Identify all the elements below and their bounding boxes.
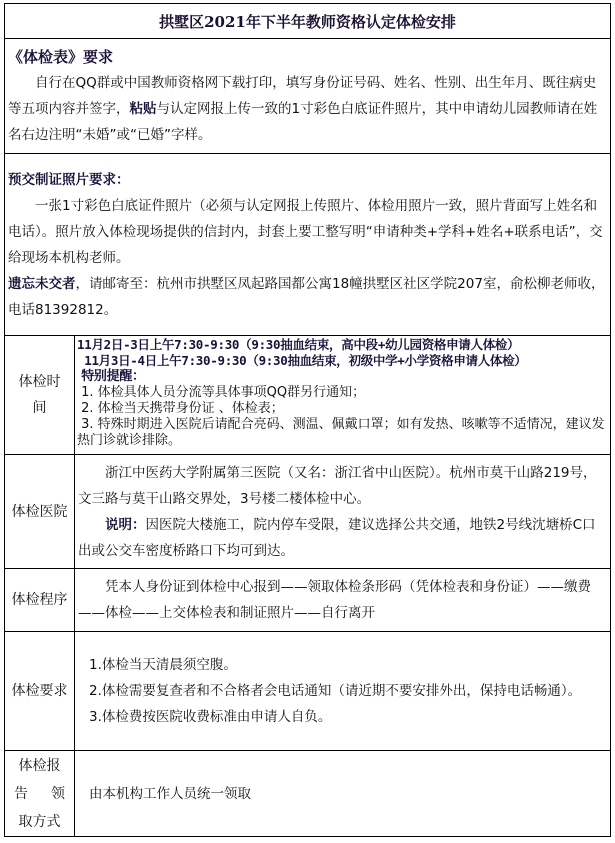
reminder-item: 3. 特殊时期进入医院后请配合亮码、测温、佩戴口罩；如有发热、咳嗽等不适情况，建议发热门诊就诊排除。: [77, 417, 605, 448]
requirements-label: 体检要求: [5, 632, 75, 751]
exam-time-row: [5, 336, 611, 455]
requirements-row: [5, 632, 611, 751]
page-title: 拱墅区2021年下半年教师资格认定体检安排: [5, 4, 611, 39]
procedure-body: 凭本人身份证到体检中心报到——领取体检条形码（凭体检表和身份证）——缴费——体检——上交体检表和制证照片——自行离开: [78, 579, 591, 621]
reminder-item: 1. 体检具体人员分流等具体事项QQ群另行通知；: [77, 385, 366, 400]
form-section-body: 自行在QQ群或中国教师资格网下载打印，填写身份证号码、姓名、性别、出生年月、既往病史等五项内容并签字，粘贴与认定网报上传一致的1寸彩色白底证件照片，其中申请幼儿园教师请在姓名右边注明“未婚”或“已婚”字样。: [8, 75, 598, 143]
requirement-item: 3.体检费按医院收费标准由申请人自负。: [89, 709, 332, 725]
photo-requirements-row: [5, 154, 611, 336]
requirement-item: 2.体检需要复查者和不合格者会电话通知（请近期不要安排外出，保持电话畅通）。: [89, 683, 582, 699]
paste-emphasis: 粘贴: [129, 101, 157, 117]
form-requirements-row: [5, 39, 611, 154]
mail-emphasis: 遗忘未交者: [8, 275, 76, 292]
photo-section-heading: 预交制证照片要求：: [8, 171, 130, 188]
exam-time-label: 体检时 间: [5, 336, 75, 455]
report-row: [5, 751, 611, 837]
report-body: 由本机构工作人员统一领取: [89, 785, 251, 802]
requirement-item: 1.体检当天清晨须空腹。: [89, 657, 237, 673]
hospital-row: [5, 455, 611, 569]
procedure-label: 体检程序: [5, 569, 75, 632]
procedure-row: [5, 569, 611, 632]
hospital-note: 说明：因医院大楼施工，院内停车受限，建议选择公共交通，地铁2号线沈塘桥C口出或公交车密度桥路口下均可到达。: [78, 516, 596, 559]
schedule-line-2: 11月3日-4日上午7:30-9:30（9:30抽血结束，初级中学+小学资格申请人体检）: [77, 353, 527, 368]
hospital-address: 浙江中医药大学附属第三医院（又名：浙江省中山医院）。杭州市莫干山路219号，文三路与莫干山路交界处，3号楼二楼体检中心。: [78, 464, 597, 507]
photo-section-body: 一张1寸彩色白底证件照片（必须与认定网报上传照片、体检用照片一致，照片背面写上姓名和电话）。照片放入体检现场提供的信封内，封套上要工整写明“申请种类+学科+姓名+联系电话”，交给现场本机构老师。: [8, 197, 603, 266]
hospital-label: 体检医院: [5, 455, 75, 569]
form-section-heading: 《体检表》要求: [8, 48, 114, 66]
report-label: 体检报 告 领 取方式: [5, 751, 75, 837]
exam-schedule-table: [4, 3, 611, 837]
reminder-heading: 特别提醒：: [77, 369, 145, 384]
schedule-line-1: 11月2日-3日上午7:30-9:30（9:30抽血结束，高中段+幼儿园资格申请人体检）: [77, 337, 520, 352]
mail-instructions: 遗忘未交者，请邮寄至：杭州市拱墅区凤起路国都公寓18幢拱墅区社区学院207室，俞松柳老师收，电话81392812。: [8, 275, 605, 318]
reminder-item: 2. 体检当天携带身份证 、体检表；: [77, 401, 284, 416]
